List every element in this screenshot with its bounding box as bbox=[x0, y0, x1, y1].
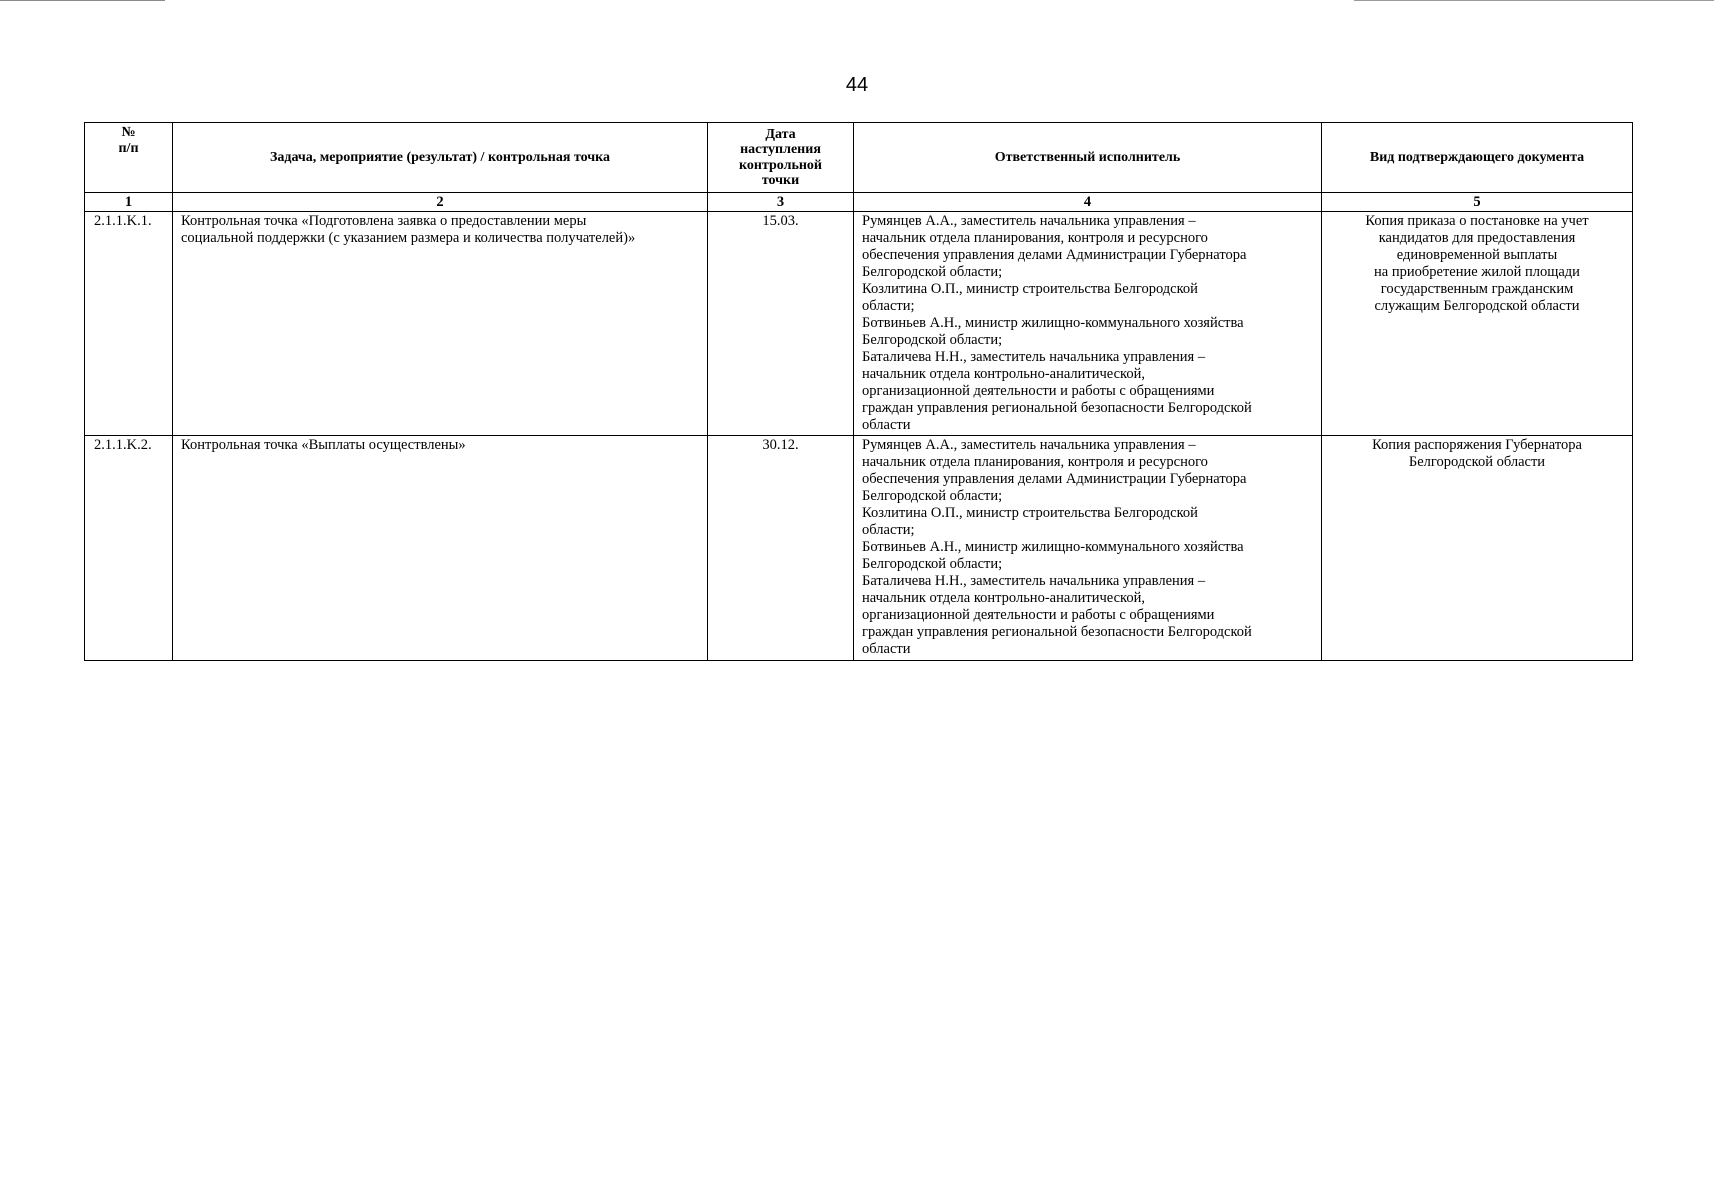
row-executor-line: обеспечения управления делами Администрации Губернатора bbox=[862, 471, 1247, 487]
row-executor-line: области; bbox=[862, 522, 915, 538]
row-executor-line: граждан управления региональной безопасности Белгородской bbox=[862, 400, 1252, 416]
scan-edge-line-left bbox=[0, 0, 165, 1]
row-executor-line: области; bbox=[862, 298, 915, 314]
row-executor-line: Козлитина О.П., министр строительства Белгородской bbox=[862, 281, 1198, 297]
row-document-line: Копия распоряжения Губернатора bbox=[1372, 437, 1582, 453]
row-id: 2.1.1.K.2. bbox=[85, 436, 173, 661]
row-executor-line: Румянцев А.А., заместитель начальника управления – bbox=[862, 437, 1196, 453]
row-executor bbox=[854, 212, 1322, 436]
row-document-line: служащим Белгородской области bbox=[1374, 298, 1580, 314]
header-date-line: наступления bbox=[740, 142, 821, 157]
header-number bbox=[85, 123, 173, 193]
row-executor-line: Белгородской области; bbox=[862, 488, 1003, 504]
scan-edge-line-right bbox=[1354, 0, 1714, 1]
row-executor-line: Козлитина О.П., министр строительства Белгородской bbox=[862, 505, 1198, 521]
row-executor-line: Румянцев А.А., заместитель начальника управления – bbox=[862, 213, 1196, 229]
row-id: 2.1.1.K.1. bbox=[85, 212, 173, 436]
column-number-row bbox=[85, 193, 1633, 212]
table-header-row bbox=[85, 123, 1633, 193]
column-number: 4 bbox=[854, 193, 1322, 212]
control-points-table bbox=[84, 122, 1633, 661]
row-document-line: Белгородской области bbox=[1408, 454, 1546, 470]
column-number: 3 bbox=[708, 193, 854, 212]
row-task-line: Контрольная точка «Выплаты осуществлены» bbox=[181, 437, 466, 453]
row-executor-line: организационной деятельности и работы с обращениями bbox=[862, 383, 1215, 399]
row-executor-line: Белгородской области; bbox=[862, 264, 1003, 280]
row-document-line: кандидатов для предоставления bbox=[1378, 230, 1576, 246]
row-date: 30.12. bbox=[708, 436, 854, 661]
row-document bbox=[1322, 436, 1633, 661]
header-executor: Ответственный исполнитель bbox=[854, 123, 1322, 193]
row-task bbox=[173, 436, 708, 661]
row-executor-line: Баталичева Н.Н., заместитель начальника управления – bbox=[862, 573, 1206, 589]
row-executor-line: области bbox=[862, 641, 911, 657]
row-executor-line: начальник отдела планирования, контроля и ресурсного bbox=[862, 230, 1208, 246]
header-date-line: контрольной bbox=[739, 157, 822, 173]
header-date bbox=[708, 123, 854, 193]
row-executor-line: Белгородской области; bbox=[862, 332, 1003, 348]
column-number: 2 bbox=[173, 193, 708, 212]
row-executor-line: обеспечения управления делами Администрации Губернатора bbox=[862, 247, 1247, 263]
table-row bbox=[85, 212, 1633, 436]
row-executor-line: Баталичева Н.Н., заместитель начальника управления – bbox=[862, 349, 1206, 365]
row-executor-line: Белгородской области; bbox=[862, 556, 1003, 572]
table-row bbox=[85, 436, 1633, 661]
header-task: Задача, мероприятие (результат) / контрольная точка bbox=[173, 123, 708, 193]
row-task bbox=[173, 212, 708, 436]
row-task-line: социальной поддержки (с указанием размера и количества получателей)» bbox=[181, 230, 636, 246]
row-executor-line: Ботвиньев А.Н., министр жилищно-коммунального хозяйства bbox=[862, 539, 1244, 555]
header-number-line: п/п bbox=[118, 140, 139, 156]
row-executor-line: Ботвиньев А.Н., министр жилищно-коммунального хозяйства bbox=[862, 315, 1244, 331]
row-document-line: государственным гражданским bbox=[1380, 281, 1574, 297]
row-document-line: на приобретение жилой площади bbox=[1374, 264, 1580, 280]
row-document bbox=[1322, 212, 1633, 436]
row-executor-line: граждан управления региональной безопасности Белгородской bbox=[862, 624, 1252, 640]
column-number: 1 bbox=[85, 193, 173, 212]
column-number: 5 bbox=[1322, 193, 1633, 212]
row-executor-line: начальник отдела планирования, контроля и ресурсного bbox=[862, 454, 1208, 470]
row-document-line: единовременной выплаты bbox=[1396, 247, 1558, 263]
row-executor-line: начальник отдела контрольно-аналитической, bbox=[862, 590, 1145, 606]
row-date: 15.03. bbox=[708, 212, 854, 436]
row-executor-line: начальник отдела контрольно-аналитической, bbox=[862, 366, 1145, 382]
row-document-line: Копия приказа о постановке на учет bbox=[1365, 213, 1589, 229]
row-task-line: Контрольная точка «Подготовлена заявка о предоставлении меры bbox=[181, 213, 587, 229]
header-document: Вид подтверждающего документа bbox=[1322, 123, 1633, 193]
row-executor-line: области bbox=[862, 417, 911, 433]
row-executor-line: организационной деятельности и работы с обращениями bbox=[862, 607, 1215, 623]
page-number: 44 bbox=[845, 74, 869, 96]
header-date-line: точки bbox=[761, 173, 800, 188]
header-number-line: № bbox=[121, 125, 136, 140]
header-date-line: Дата bbox=[765, 126, 796, 142]
row-executor bbox=[854, 436, 1322, 661]
